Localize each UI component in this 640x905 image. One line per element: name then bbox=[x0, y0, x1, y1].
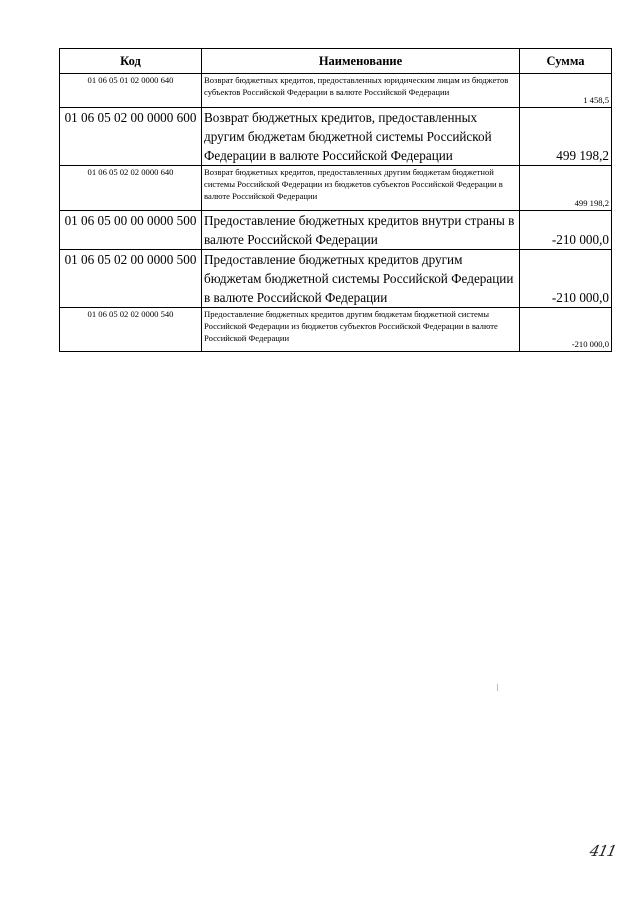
table-header-row bbox=[60, 49, 612, 74]
row-sum: 499 198,2 bbox=[520, 166, 612, 211]
row-sum: -210 000,0 bbox=[520, 211, 612, 250]
row-name: Возврат бюджетных кредитов, предоставленных другим бюджетам бюджетной системы Российской Федерации в валюте Российской Федерации bbox=[202, 108, 520, 166]
row-sum: -210 000,0 bbox=[520, 308, 612, 352]
table-row bbox=[60, 211, 612, 250]
table-row bbox=[60, 308, 612, 352]
table-row bbox=[60, 166, 612, 211]
page-number: 411 bbox=[588, 842, 618, 860]
row-name: Возврат бюджетных кредитов, предоставленных другим бюджетам бюджетной системы Российской Федерации из бюджетов субъектов Российской Федерации в валюте Российской Федерации bbox=[202, 166, 520, 211]
row-code: 01 06 05 02 02 0000 640 bbox=[60, 166, 202, 211]
row-code: 01 06 05 02 02 0000 540 bbox=[60, 308, 202, 352]
header-sum: Сумма bbox=[520, 49, 612, 74]
row-code: 01 06 05 00 00 0000 500 bbox=[60, 211, 202, 250]
row-sum: -210 000,0 bbox=[520, 250, 612, 308]
row-name: Предоставление бюджетных кредитов другим бюджетам бюджетной системы Российской Федерации из бюджетов субъектов Российской Федерации в валюте Российской Федерации bbox=[202, 308, 520, 352]
row-code: 01 06 05 02 00 0000 500 bbox=[60, 250, 202, 308]
header-code: Код bbox=[60, 49, 202, 74]
row-sum: 1 458,5 bbox=[520, 74, 612, 108]
table-row bbox=[60, 250, 612, 308]
row-name: Предоставление бюджетных кредитов другим бюджетам бюджетной системы Российской Федерации в валюте Российской Федерации bbox=[202, 250, 520, 308]
table-row bbox=[60, 108, 612, 166]
row-code: 01 06 05 02 00 0000 600 bbox=[60, 108, 202, 166]
header-name: Наименование bbox=[202, 49, 520, 74]
budget-table bbox=[59, 48, 612, 352]
scan-mark bbox=[497, 684, 498, 691]
row-code: 01 06 05 01 02 0000 640 bbox=[60, 74, 202, 108]
row-name: Предоставление бюджетных кредитов внутри страны в валюте Российской Федерации bbox=[202, 211, 520, 250]
table-row bbox=[60, 74, 612, 108]
row-name: Возврат бюджетных кредитов, предоставленных юридическим лицам из бюджетов субъектов Российской Федерации в валюте Российской Федерации bbox=[202, 74, 520, 108]
row-sum: 499 198,2 bbox=[520, 108, 612, 166]
